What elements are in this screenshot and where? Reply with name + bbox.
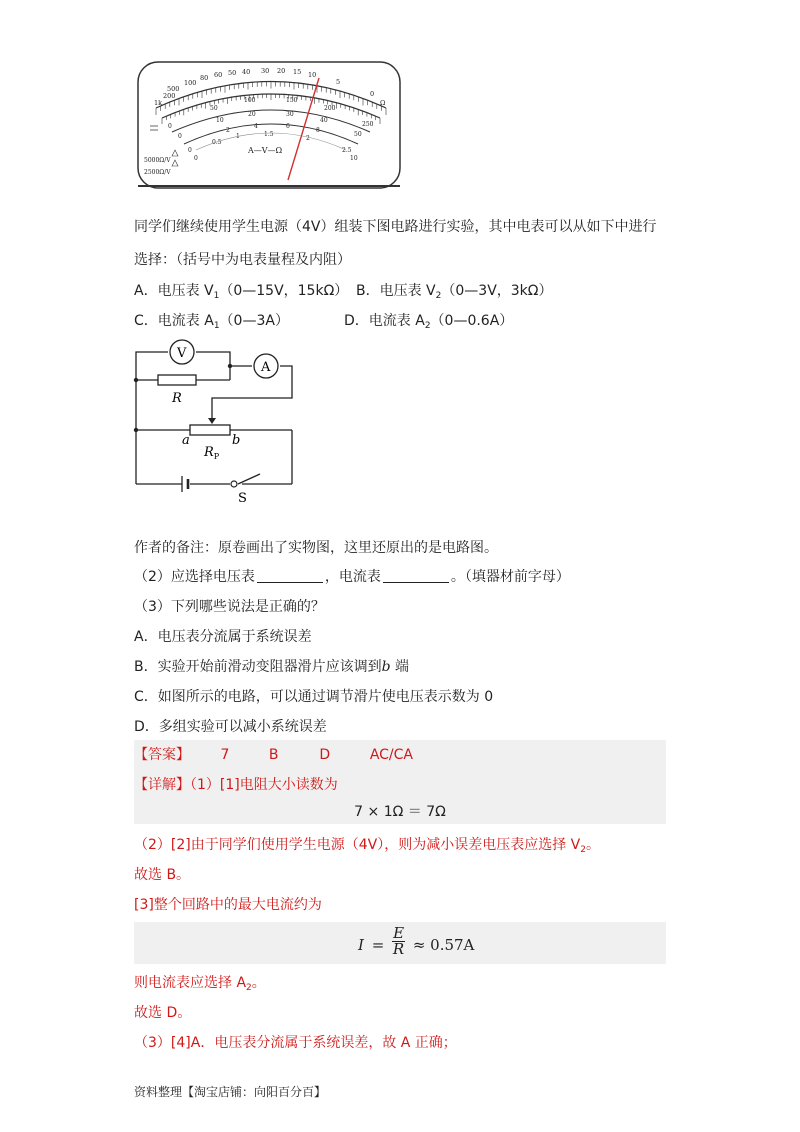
answer-item: 7 <box>220 747 230 763</box>
option-b: B．电压表 $V_2(0—3V$，3kΩ） <box>356 283 553 301</box>
detail-line-1: 【详解】（1）[1]电阻大小读数为 <box>134 777 338 793</box>
option-d: D．电流表 $A_2(0—0.6A)$ <box>344 313 514 331</box>
scale-250-label: 150 <box>286 97 298 104</box>
question-3-option-a: A．电压表分流属于系统误差 <box>134 629 312 645</box>
scale-2p5-label: 2 <box>306 135 310 142</box>
scale-50-label: 30 <box>286 111 294 118</box>
meter-sensitivity-label: 2500Ω/V <box>144 169 171 176</box>
rheostat-end-a: a <box>182 433 190 448</box>
option-a: A．电压表 $V_1(0—15V$，15kΩ） <box>134 283 349 301</box>
choose-b: 故选 B。 <box>134 867 191 883</box>
scale-250-label: 50 <box>210 105 218 112</box>
intro-line-2: 选择：（括号中为电表量程及内阻） <box>134 252 351 268</box>
answer-blank-voltmeter[interactable] <box>257 568 323 583</box>
answer-blank-ammeter[interactable] <box>383 568 449 583</box>
ohm-tick: 80 <box>200 74 209 82</box>
ohm-tick: 30 <box>261 67 270 75</box>
author-note: 作者的备注：原卷画出了实物图，这里还原出的是电路图。 <box>134 540 498 556</box>
scale-2p5-label: 0 <box>188 147 192 154</box>
ohm-tick: 100 <box>184 79 197 87</box>
scale-250-label: 0 <box>168 123 172 130</box>
ohm-tick: 1k <box>154 99 163 107</box>
scale-2p5-label: 2.5 <box>342 147 352 154</box>
intro-line-1: 同学们继续使用学生电源（4V）组装下图电路进行实验，其中电表可以从如下中进行 <box>134 219 657 235</box>
formula-current: I = $\frac{E}{R}$ ≈ 0.57A <box>358 924 475 958</box>
answer-item: D <box>319 747 331 763</box>
circuit-diagram <box>126 336 306 508</box>
answer-item: B <box>268 747 279 763</box>
question-3-option-c: C．如图所示的电路，可以通过调节滑片使电压表示数为 0 <box>134 689 494 705</box>
question-3-option-d: D．多组实验可以减小系统误差 <box>134 719 327 735</box>
scale-250-label: 200 <box>324 105 336 112</box>
scale-10-label: 8 <box>316 127 320 134</box>
scale-50-label: 0 <box>178 133 182 140</box>
ammeter-label: A <box>261 360 271 375</box>
resistor-label: R <box>172 391 182 406</box>
meter-sensitivity-label: 5000Ω/V <box>144 157 171 164</box>
ohm-tick: 500 <box>167 85 180 93</box>
ohm-symbol: Ω <box>380 99 386 107</box>
question-3-option-b: B．实验开始前滑动变阻器滑片应该调到b 端 <box>134 659 410 675</box>
scale-2p5-label: 1.5 <box>264 131 274 138</box>
answer-line: 【答案】 7 B D AC/CA <box>134 747 413 763</box>
ohm-tick: 40 <box>242 68 251 76</box>
ohm-tick: 15 <box>293 68 302 76</box>
answer-item: AC/CA <box>369 747 413 763</box>
ohm-tick: 10 <box>308 71 317 79</box>
ohm-tick: 20 <box>277 67 286 75</box>
rheostat-end-b: b <box>232 433 241 448</box>
rheostat-label: $R_P$ <box>204 445 220 461</box>
switch-label: S <box>238 491 247 506</box>
detail-line-5: （3）[4]A．电压表分流属于系统误差，故 A 正确； <box>134 1035 457 1051</box>
scale-250-label: 100 <box>244 97 256 104</box>
ohm-tick: 5 <box>336 78 341 86</box>
multimeter-dial-figure <box>136 60 404 192</box>
ohm-tick: 60 <box>214 71 223 79</box>
footer-source: 资料整理【淘宝店铺：向阳百分百】 <box>134 1085 327 1099</box>
ohm-tick: 0 <box>370 90 375 98</box>
scale-50-label: 10 <box>216 117 224 124</box>
ohm-tick: 200 <box>163 92 176 100</box>
meter-center-label: A—V—Ω <box>248 146 283 155</box>
question-2: （2）应选择电压表 ，电流表 。（填器材前字母） <box>134 569 570 585</box>
detail-line-2: （2）[2]由于同学们使用学生电源（4V），则为减小误差电压表应选择 $V_2$。 <box>134 837 600 855</box>
choose-d: 故选 D。 <box>134 1005 192 1021</box>
question-3: （3）下列哪些说法是正确的？ <box>134 599 325 615</box>
voltmeter-label: V <box>177 346 187 361</box>
scale-10-label: 4 <box>254 123 258 130</box>
scale-50-label: 50 <box>354 131 362 138</box>
scale-2p5-label: 1 <box>236 133 240 140</box>
scale-10-label: 2 <box>226 127 230 134</box>
ohm-tick: 50 <box>228 69 237 77</box>
scale-50-label: 40 <box>320 117 328 124</box>
scale-10-label: 0 <box>194 155 198 162</box>
detail-line-4: 则电流表应选择 $A_2$。 <box>134 975 266 993</box>
scale-2p5-label: 0.5 <box>212 139 222 146</box>
scale-50-label: 20 <box>248 111 256 118</box>
scale-10-label: 10 <box>350 155 358 162</box>
formula-resistance: 7 × 1Ω ＝ 7Ω <box>354 804 446 820</box>
scale-250-label: 250 <box>362 121 374 128</box>
scale-10-label: 6 <box>286 123 290 130</box>
option-c: C．电流表 $A_1(0—3A)$ <box>134 313 289 331</box>
detail-line-3: [3]整个回路中的最大电流约为 <box>134 897 322 913</box>
